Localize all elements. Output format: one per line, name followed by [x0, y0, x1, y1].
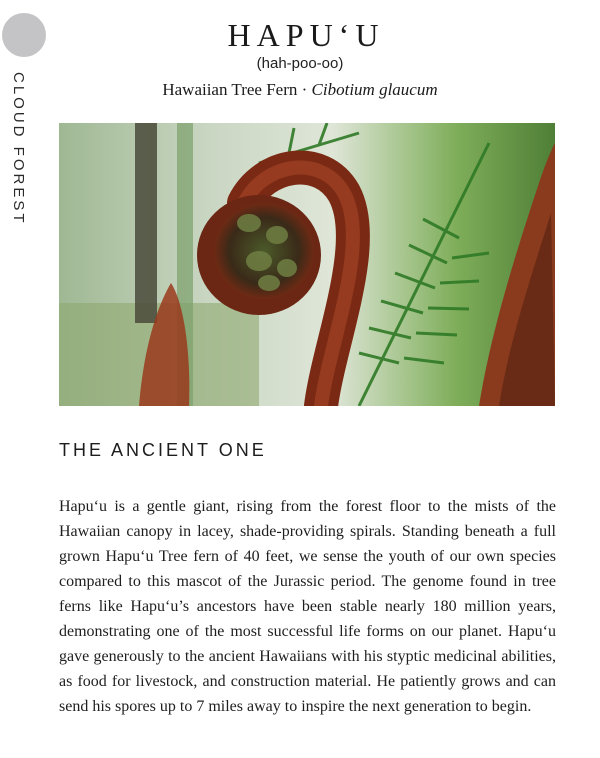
pronunciation: (hah-poo-oo) [256, 55, 344, 72]
scientific-name: Cibotium glaucum [311, 80, 438, 99]
header [0, 16, 600, 100]
side-label: CLOUD FOREST [10, 72, 27, 226]
common-name: Hawaiian Tree Fern · [162, 80, 312, 99]
fern-fiddlehead-photo [59, 123, 555, 406]
page-title: HAPU‘U [227, 17, 385, 53]
subtitle [0, 80, 600, 100]
body-paragraph: Hapu‘u is a gentle giant, rising from the forest floor to the mists of the Hawaiian canopy in lacey, shade-providing spirals. Standing beneath a full grown Hapu‘u Tree fern of 40 feet, we sense the youth of our own species compared to this mascot of the Jurassic period. The genome found in tree ferns like Hapu‘u’s ancestors have been stable nearly 180 million years, demonstrating one of the most successful life forms on our planet. Hapu‘u gave generously to the ancient Hawaiians with his styptic medicinal abilities, as food for livestock, and construction material. He patiently grows and can send his spores up to 7 miles away to inspire the next generation to begin. [59, 498, 556, 715]
section-heading: THE ANCIENT ONE [59, 440, 267, 460]
